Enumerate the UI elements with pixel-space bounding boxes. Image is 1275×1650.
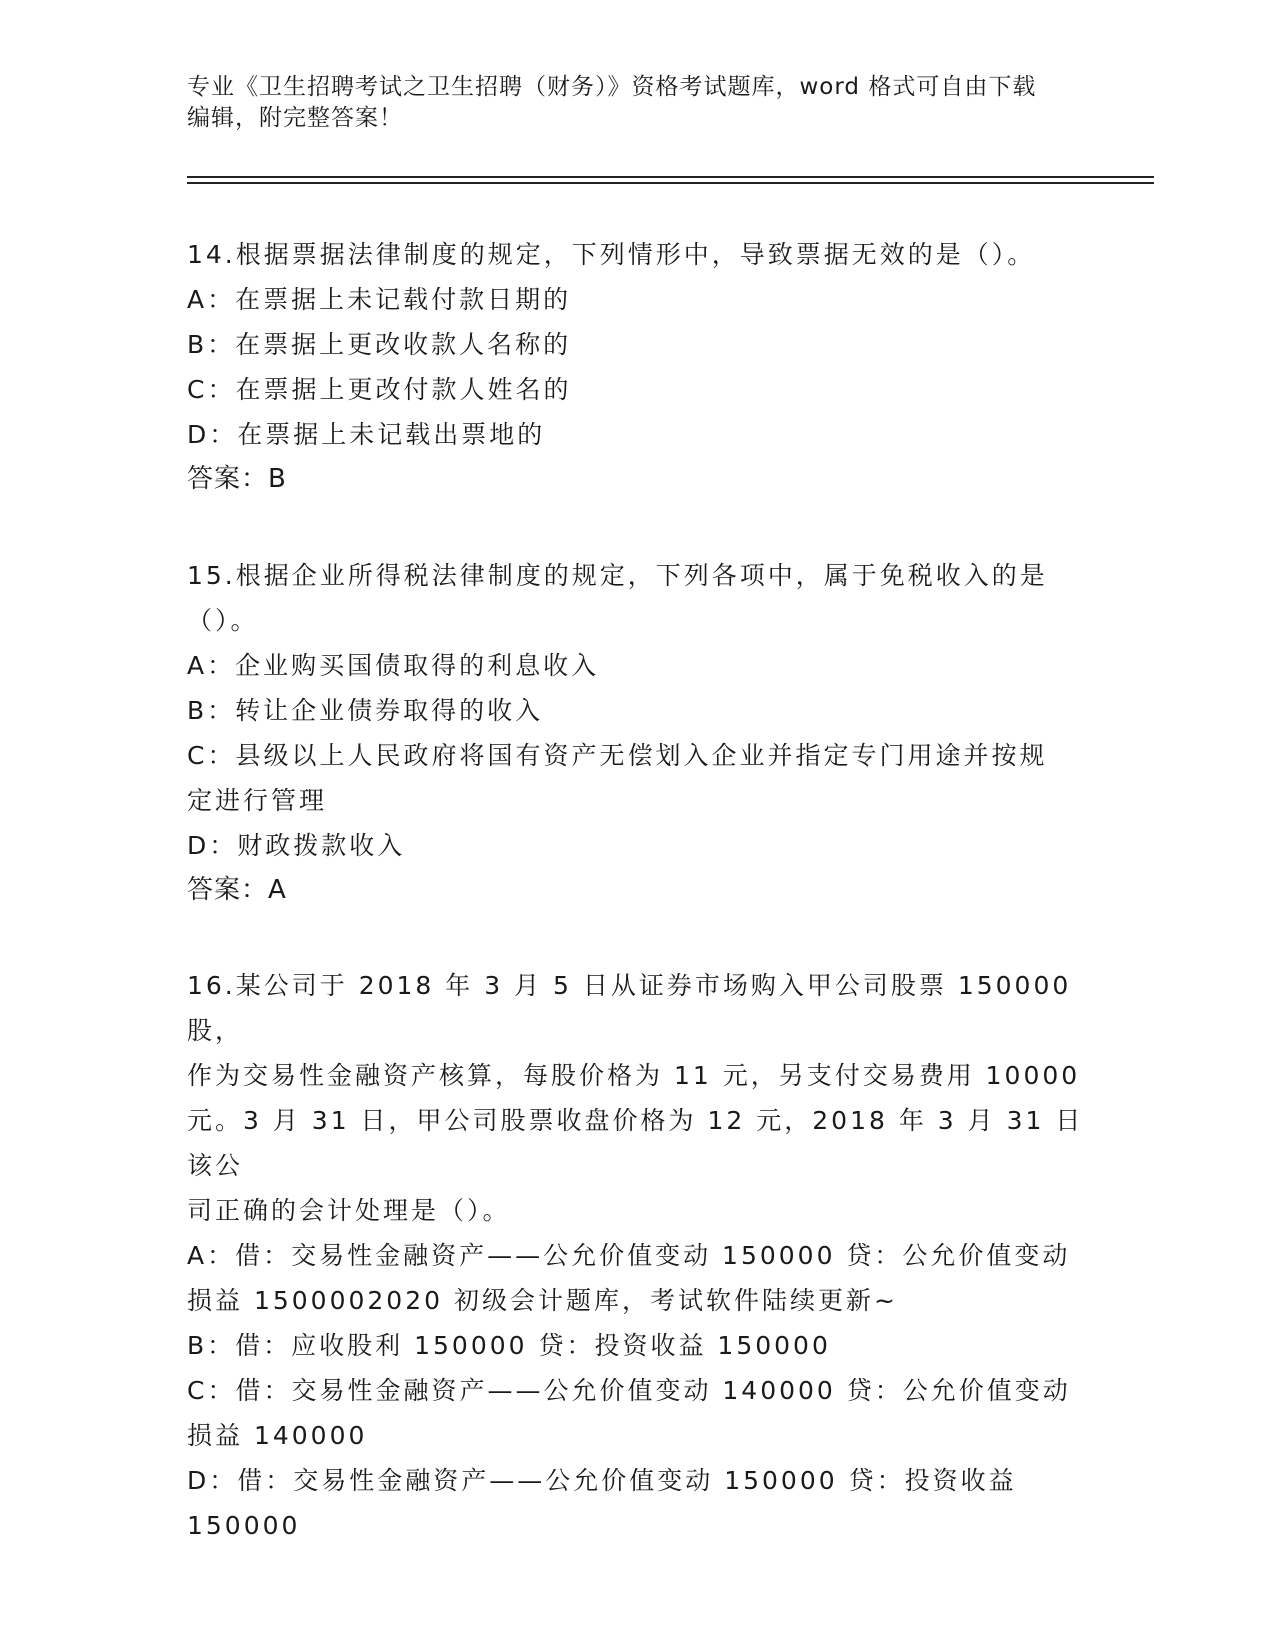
- answer: 答案：A: [187, 875, 287, 905]
- option-c-continued: 定进行管理: [187, 786, 328, 815]
- option-c-continued: 损益 140000: [187, 1421, 368, 1450]
- header-line-1: 专业《卫生招聘考试之卫生招聘（财务）》资格考试题库，word 格式可自由下载: [187, 74, 1037, 100]
- option-d: D：财政拨款收入: [187, 831, 406, 860]
- option-b: B：借：应收股利 150000 贷：投资收益 150000: [187, 1331, 831, 1360]
- option-c: C：县级以上人民政府将国有资产无偿划入企业并指定专门用途并按规: [187, 741, 1048, 770]
- option-d: D：借：交易性金融资产——公允价值变动 150000 贷：投资收益: [187, 1466, 1017, 1495]
- question-15: [187, 553, 1087, 913]
- question-14: [187, 232, 1087, 502]
- header-divider-top: [187, 176, 1154, 178]
- question-text-continued: 作为交易性金融资产核算，每股价格为 11 元，另支付交易费用 10000: [187, 1061, 1081, 1090]
- option-a: A：在票据上未记载付款日期的: [187, 285, 572, 314]
- option-d: D：在票据上未记载出票地的: [187, 420, 546, 449]
- option-a: A：企业购买国债取得的利息收入: [187, 651, 600, 680]
- question-text-continued: 元。3 月 31 日，甲公司股票收盘价格为 12 元，2018 年 3 月 31 日该公: [187, 1106, 1084, 1180]
- question-text-continued: （）。: [187, 606, 259, 635]
- answer: 答案：B: [187, 464, 287, 494]
- header-line-2: 编辑，附完整答案！: [187, 105, 403, 131]
- option-b: B：转让企业债券取得的收入: [187, 696, 544, 725]
- option-d-continued: 150000: [187, 1511, 301, 1540]
- question-text: 16.某公司于 2018 年 3 月 5 日从证券市场购入甲公司股票 150000 股，: [187, 971, 1072, 1045]
- question-16: [187, 963, 1087, 1548]
- document-header: [187, 72, 1087, 134]
- option-c: C：借：交易性金融资产——公允价值变动 140000 贷：公允价值变动: [187, 1376, 1071, 1405]
- question-text: 14.根据票据法律制度的规定，下列情形中，导致票据无效的是（）。: [187, 240, 1036, 269]
- option-b: B：在票据上更改收款人名称的: [187, 330, 572, 359]
- option-a: A：借：交易性金融资产——公允价值变动 150000 贷：公允价值变动: [187, 1241, 1071, 1270]
- question-text-continued: 司正确的会计处理是（）。: [187, 1196, 511, 1225]
- option-a-continued: 损益 1500002020 初级会计题库，考试软件陆续更新~: [187, 1286, 898, 1315]
- header-divider-bottom: [187, 182, 1154, 184]
- option-c: C：在票据上更改付款人姓名的: [187, 375, 572, 404]
- question-text: 15.根据企业所得税法律制度的规定，下列各项中，属于免税收入的是: [187, 561, 1048, 590]
